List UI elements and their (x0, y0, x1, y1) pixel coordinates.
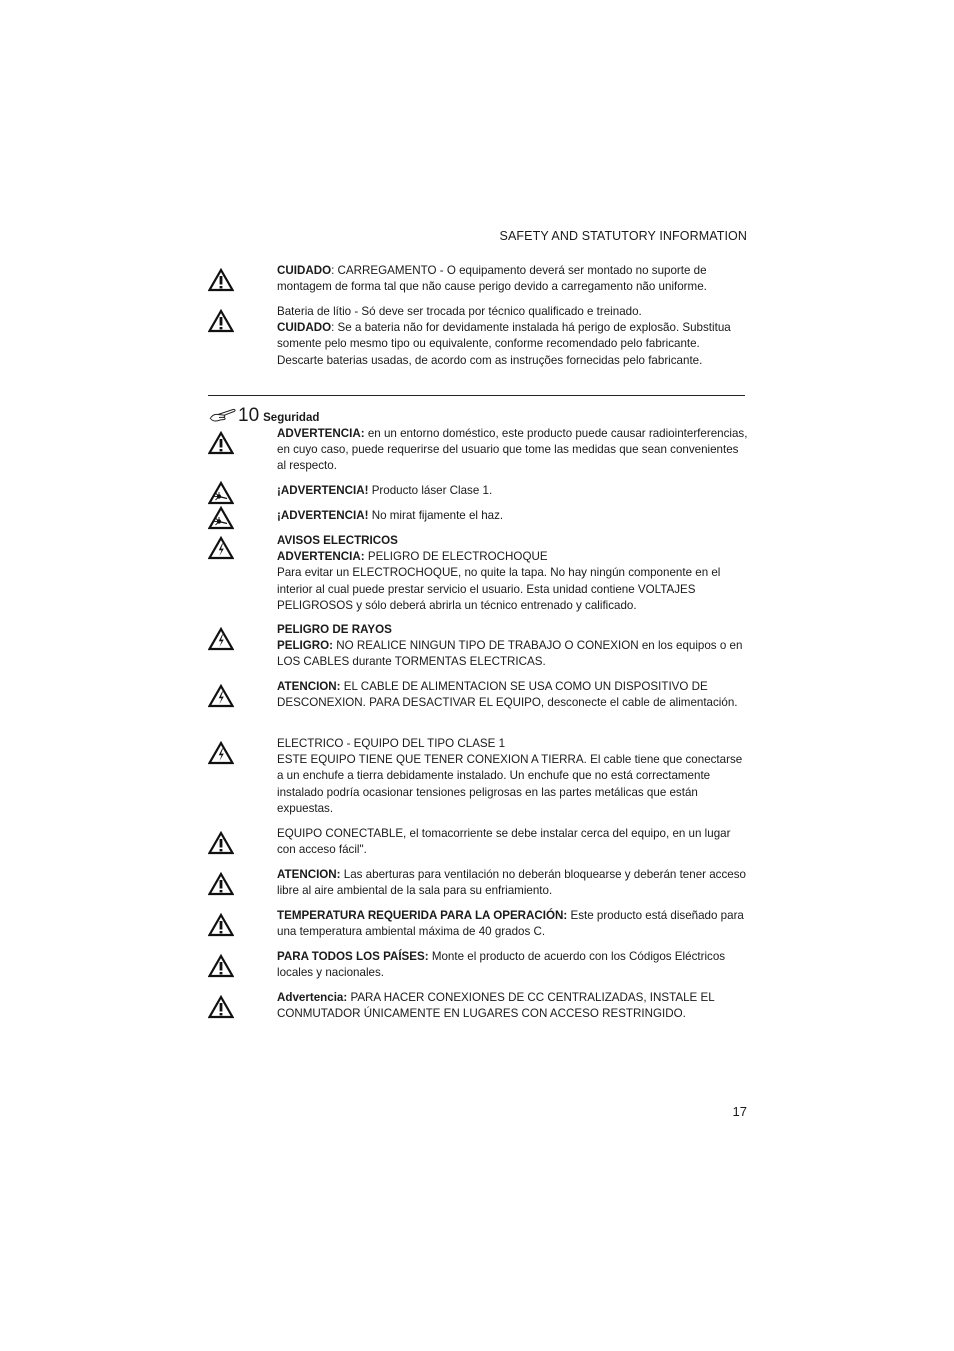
es-conexiones-cc (208, 990, 748, 1022)
es-temperatura (208, 908, 748, 940)
body-text: EQUIPO CONECTABLE, el tomacorriente se debe instalar cerca del equipo, en un lugar con acceso fácil". (277, 827, 731, 857)
heading: PELIGRO DE RAYOS (277, 623, 392, 636)
body-text: NO REALICE NINGUN TIPO DE TRABAJO O CONEXION en los equipos o en LOS CABLES durante TORMENTAS ELECTRICAS. (277, 639, 743, 669)
pt-bateria-litio (208, 304, 748, 369)
label: ¡ADVERTENCIA! (277, 484, 369, 497)
pt-cuidado-carregamento (208, 263, 748, 295)
label: CUIDADO (277, 264, 332, 277)
es-atencion-cable (208, 679, 748, 711)
body-text: PARA HACER CONEXIONES DE CC CENTRALIZADAS, INSTALE EL CONMUTADOR ÚNICAMENTE EN LUGARES CON ACCESO RESTRINGIDO. (277, 991, 715, 1021)
laser-warning-icon (208, 506, 234, 530)
body-text: EL CABLE DE ALIMENTACION SE USA COMO UN DISPOSITIVO DE DESCONEXION. PARA DESACTIVAR EL EQUIPO, desconecte el cable de alimentación. (277, 680, 738, 710)
page-number: 17 (732, 1104, 747, 1119)
section-number: 10 (238, 405, 260, 426)
label: ¡ADVERTENCIA! (277, 509, 369, 522)
label: ADVERTENCIA: (277, 550, 365, 564)
es-avisos-electricos (208, 533, 748, 614)
pointing-hand-icon (209, 407, 237, 423)
section-heading (209, 402, 319, 426)
label: PELIGRO: (277, 639, 334, 653)
es-laser-haz (208, 508, 748, 524)
body-text: No mirat fijamente el haz. (368, 509, 504, 522)
body-text: en un entorno doméstico, este producto puede causar radiointerferencias, en cuyo caso, puede requerirse del usuario que tome las medidas que sean convenientes al respecto. (277, 427, 748, 473)
es-equipo-conectable (208, 826, 748, 858)
running-header: SAFETY AND STATUTORY INFORMATION (499, 229, 747, 243)
label: ATENCION: (277, 680, 341, 693)
warning-icon (208, 268, 234, 292)
heading: AVISOS ELECTRICOS (277, 534, 398, 547)
body-text: : CARREGAMENTO - O equipamento deverá ser montado no suporte de montagem de forma tal que não cause perigo devido a carregamento não uniforme. (277, 264, 707, 294)
laser-warning-icon (208, 481, 234, 505)
body-text: : Se a bateria não for devidamente instalada há perigo de explosão. Substitua somente pelo mesmo tipo ou equivalente, conforme recomendado pelo fabricante. Descarte baterias usadas, de acordo com as instruções fornecidas pelo fabricante. (277, 321, 731, 367)
body-text: Para evitar un ELECTROCHOQUE, no quite la tapa. No hay ningún componente en el interior al cual puede prestar servicio el usuario. Esta unidad contiene VOLTAJES PELIGROSOS y sólo deberá abrirla un técnico entrenado y calificado. (277, 566, 721, 612)
es-atencion-ventilacion (208, 867, 748, 899)
warning-icon (208, 831, 234, 855)
label: ATENCION: (277, 868, 341, 881)
es-laser-clase1 (208, 483, 748, 499)
es-todos-paises (208, 949, 748, 981)
warning-icon (208, 309, 234, 333)
body-text: Monte el producto de acuerdo con los Códigos Eléctricos locales y nacionales. (277, 950, 726, 980)
label: ADVERTENCIA: (277, 427, 365, 440)
electric-shock-warning-icon (208, 684, 234, 708)
body-text: Bateria de lítio - Só deve ser trocada por técnico qualificado e treinado. (277, 305, 642, 318)
label: Advertencia: (277, 991, 348, 1004)
es-peligro-rayos (208, 622, 748, 671)
body-text: Producto láser Clase 1. (368, 484, 493, 497)
body-text: Este producto está diseñado para una temperatura ambiental máxima de 40 grados C. (277, 909, 744, 939)
warning-icon (208, 872, 234, 896)
body-text: ELECTRICO - EQUIPO DEL TIPO CLASE 1 (277, 737, 506, 750)
body-text: PELIGRO DE ELECTROCHOQUE (364, 550, 548, 564)
warning-icon (208, 995, 234, 1019)
label: TEMPERATURA REQUERIDA PARA LA OPERACIÓN: (277, 909, 568, 922)
electric-shock-warning-icon (208, 741, 234, 765)
section-divider (208, 395, 745, 396)
electric-shock-warning-icon (208, 536, 234, 560)
warning-icon (208, 913, 234, 937)
es-equipo-clase1 (208, 736, 748, 817)
section-title: Seguridad (263, 412, 320, 424)
label: CUIDADO (277, 321, 332, 335)
body-text: ESTE EQUIPO TIENE QUE TENER CONEXION A TIERRA. El cable tiene que conectarse a un enchufe a tierra debidamente instalado. Un enchufe que no está correctamente instalado podría ocasionar tensiones peligrosas en las partes metálicas que están expuestas. (277, 753, 743, 815)
warning-icon (208, 954, 234, 978)
electric-shock-warning-icon (208, 627, 234, 651)
label: PARA TODOS LOS PAÍSES: (277, 950, 429, 963)
body-text: Las aberturas para ventilación no deberán bloquearse y deberán tener acceso libre al aire ambiental de la sala para su enfriamiento. (277, 868, 746, 898)
es-advertencia-radio (208, 426, 748, 475)
warning-icon (208, 431, 234, 455)
